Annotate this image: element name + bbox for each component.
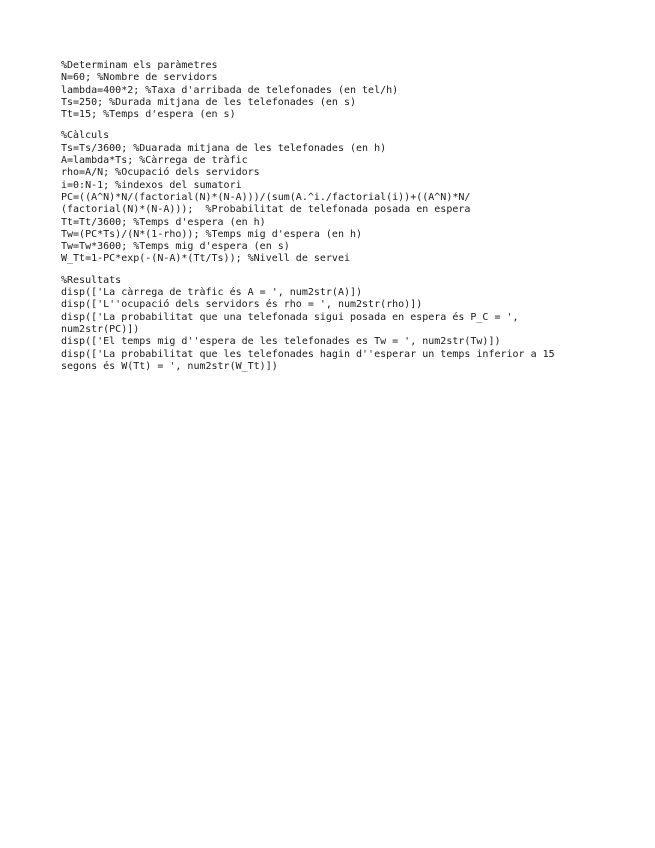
code-line: %Determinam els paràmetres [61,60,218,71]
parameters-block [61,60,631,121]
code-line: %Resultats [61,274,122,286]
calculations-block [61,130,631,265]
code-line: num2str(PC)]) [61,323,140,335]
code-line: Tt=Tt/3600; %Temps d'espera (en h) [61,216,266,228]
code-line: Tw=(PC*Ts)/(N*(1-rho)); %Temps mig d'espera (en h) [61,228,363,240]
code-line: i=0:N-1; %indexos del sumatori [61,179,242,191]
code-line: (factorial(N)*(N-A))); %Probabilitat de telefonada posada en espera [61,204,471,216]
code-line: A=lambda*Ts; %Càrrega de tràfic [61,155,248,167]
code-line: disp(['El temps mig d''espera de les telefonades es Tw = ', num2str(Tw)]) [61,336,501,348]
code-line: lambda=400*2; %Taxa d'arribada de telefonades (en tel/h) [61,84,399,96]
code-line: %Càlculs [61,130,110,142]
code-line: disp(['La probabilitat que una telefonada sigui posada en espera és P_C = ', [61,311,519,323]
code-line: Tt=15; %Temps d'espera (en s) [61,109,236,121]
code-line: Tw=Tw*3600; %Temps mig d'espera (en s) [61,241,290,253]
code-line: Ts=Ts/3600; %Duarada mitjana de les telefonades (en h) [61,142,387,154]
code-line: segons és W(Tt) = ', num2str(W_Tt)]) [61,360,278,372]
code-listing [61,60,631,382]
code-line: PC=((A^N)*N/(factorial(N)*(N-A)))/(sum(A.^i./factorial(i))+((A^N)*N/ [61,191,471,203]
code-line: N=60; %Nombre de servidors [61,72,218,84]
code-line: disp(['La càrrega de tràfic és A = ', num2str(A)]) [61,287,363,299]
code-line: Ts=250; %Durada mitjana de les telefonades (en s) [61,96,357,108]
results-block [61,275,631,373]
code-line: rho=A/N; %Ocupació dels servidors [61,167,260,179]
code-line: disp(['L''ocupació dels servidors és rho = ', num2str(rho)]) [61,299,423,311]
code-line: disp(['La probabilitat que les telefonades hagin d''esperar un temps inferior a 15 [61,348,555,360]
code-line: W_Tt=1-PC*exp(-(N-A)*(Tt/Ts)); %Nivell de servei [61,253,350,265]
